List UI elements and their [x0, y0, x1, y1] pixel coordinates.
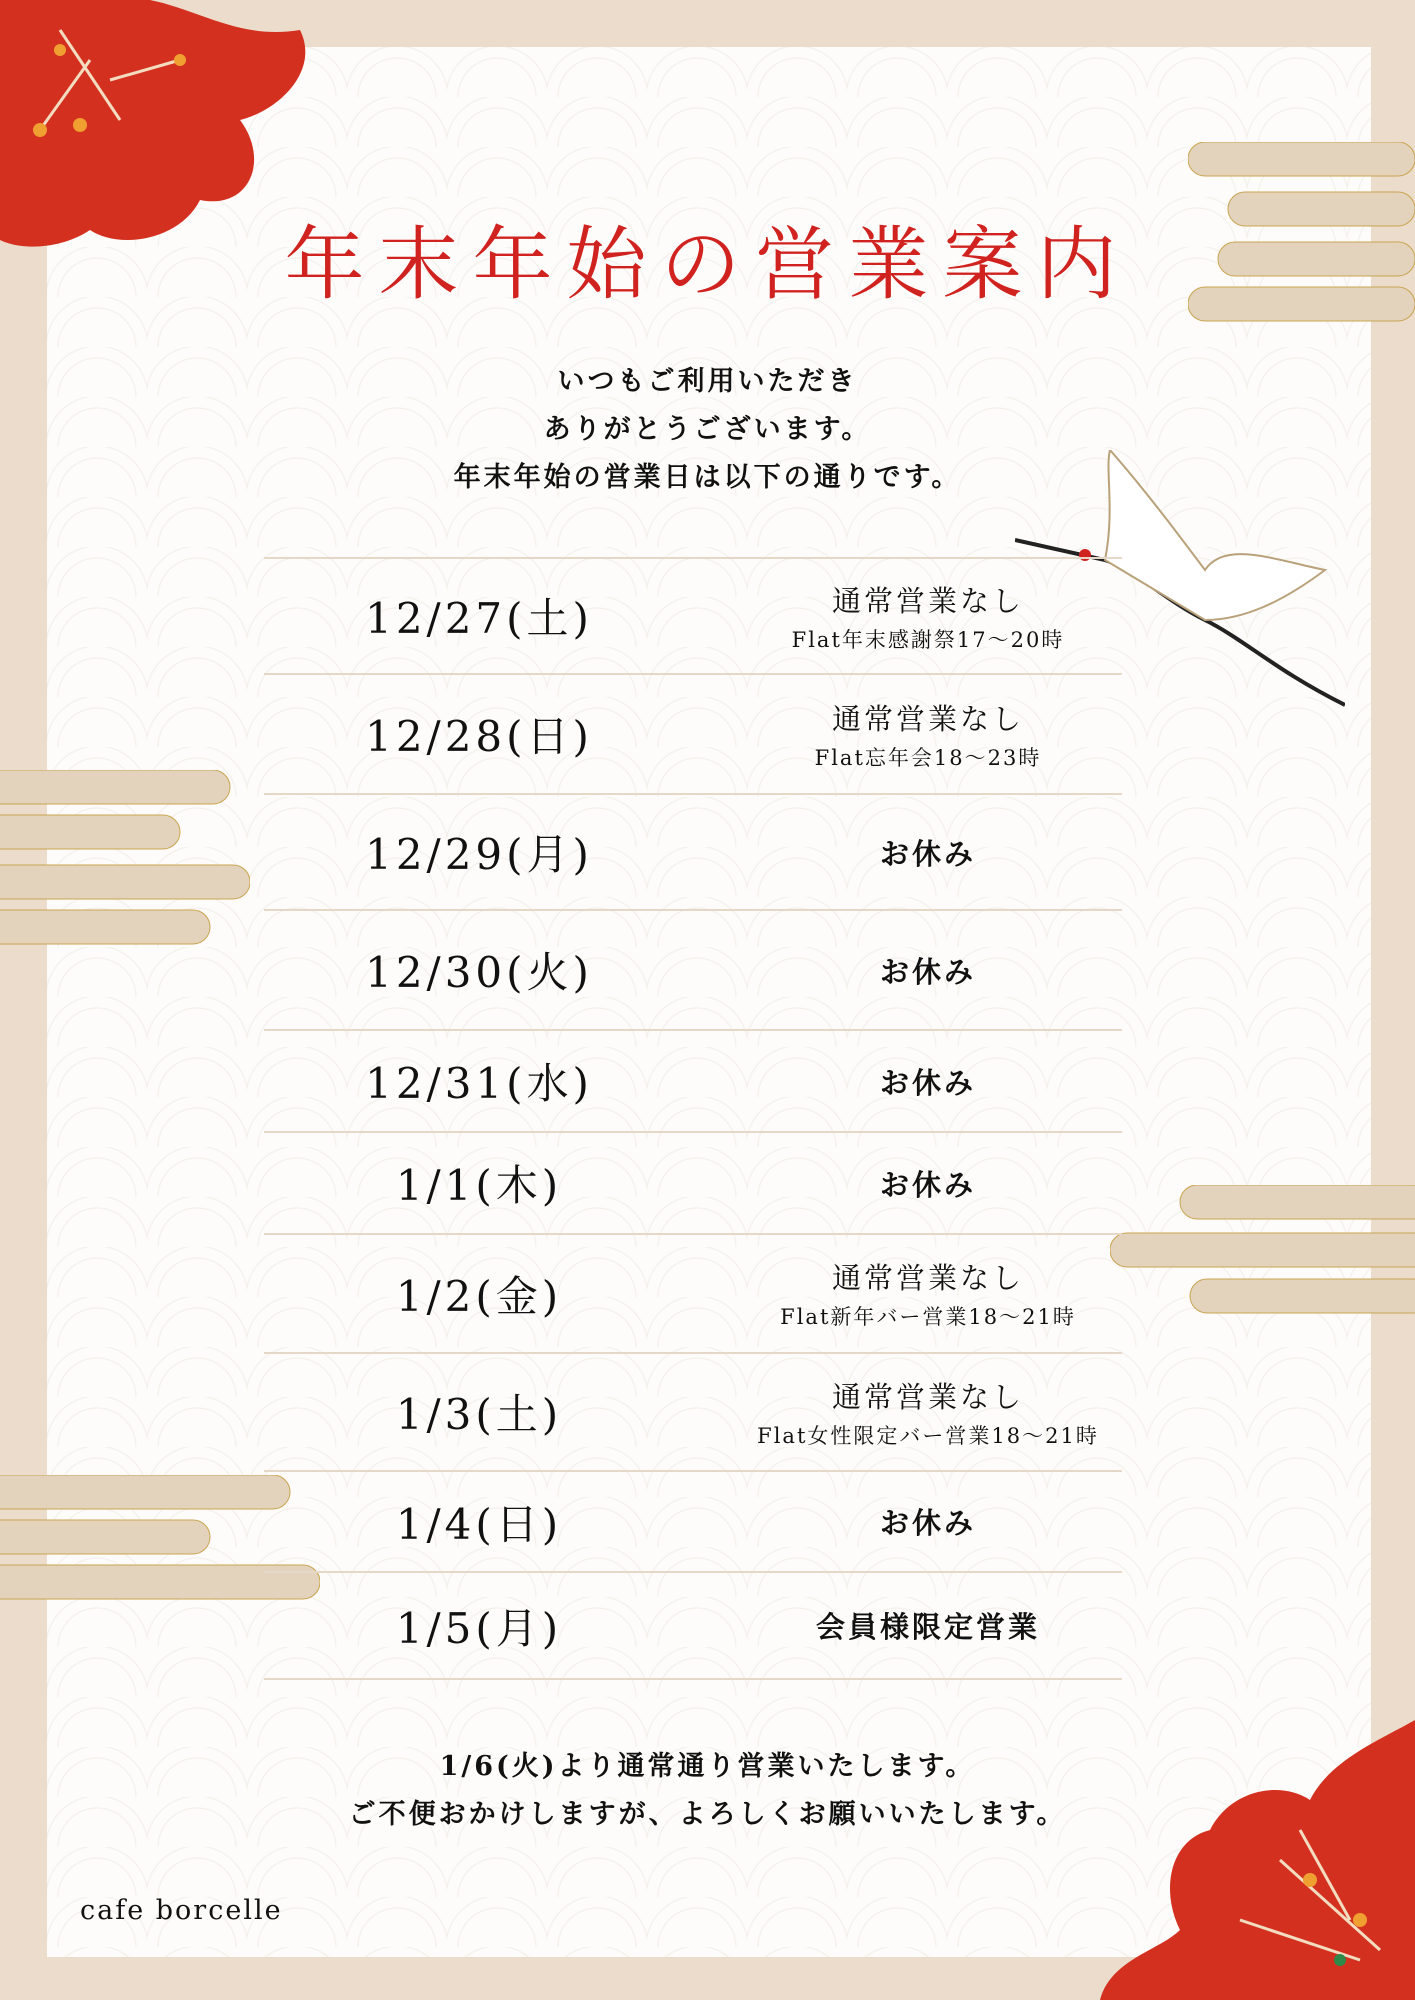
intro-line: 年末年始の営業日は以下の通りです。	[453, 462, 962, 493]
schedule-status	[694, 1605, 1122, 1646]
schedule-row	[264, 909, 1122, 1029]
status-label: お休み	[879, 836, 976, 871]
schedule-date: 12/29(月)	[365, 830, 593, 879]
schedule-date: 1/3(土)	[395, 1390, 563, 1439]
page-title: 年末年始の営業案内	[284, 218, 1131, 311]
status-label: お休み	[879, 1506, 976, 1540]
cloud-left	[0, 770, 250, 970]
status-note: Flat忘年会18～23時	[814, 745, 1042, 770]
schedule-date: 12/30(火)	[365, 948, 593, 997]
schedule-row	[264, 1131, 1122, 1233]
schedule-status	[694, 1375, 1122, 1450]
status-label: 通常営業なし	[831, 1379, 1024, 1414]
status-label: 通常営業なし	[831, 583, 1024, 618]
schedule-date: 1/2(金)	[395, 1271, 563, 1321]
schedule-status	[694, 1256, 1122, 1331]
status-label: お休み	[879, 1167, 976, 1202]
schedule-status	[694, 697, 1122, 772]
schedule-date: 12/27(土)	[365, 594, 593, 643]
schedule-date: 12/28(日)	[365, 712, 593, 761]
footer-line: 1/6(火)より通常通り営業いたします。	[439, 1751, 976, 1782]
footer-text	[0, 1743, 1415, 1839]
schedule-row	[264, 673, 1122, 793]
status-label: 通常営業なし	[831, 701, 1024, 736]
schedule-table	[264, 557, 1122, 1680]
schedule-date: 1/4(日)	[395, 1499, 563, 1549]
status-label: お休み	[879, 1065, 976, 1100]
status-label: 会員様限定営業	[815, 1610, 1040, 1644]
schedule-status	[694, 950, 1122, 991]
footer-line: ご不便おかけしますが、よろしくお願いいたします。	[348, 1799, 1067, 1830]
schedule-row	[264, 1352, 1122, 1470]
schedule-status	[694, 1501, 1122, 1542]
schedule-row	[264, 557, 1122, 673]
schedule-row	[264, 1470, 1122, 1571]
schedule-date: 12/31(水)	[365, 1059, 593, 1108]
schedule-row	[264, 793, 1122, 909]
brand-name: cafe borcelle	[80, 1895, 283, 1926]
status-note: Flat年末感謝祭17～20時	[791, 627, 1065, 652]
schedule-status	[694, 579, 1122, 654]
intro-text	[0, 358, 1415, 502]
status-label: 通常営業なし	[831, 1261, 1024, 1295]
intro-line: いつもご利用いただき	[557, 366, 858, 397]
status-note: Flat新年バー営業18～21時	[780, 1305, 1076, 1329]
status-note: Flat女性限定バー営業18～21時	[757, 1423, 1099, 1448]
schedule-row	[264, 1571, 1122, 1680]
cloud-right	[1110, 1185, 1415, 1315]
schedule-status	[694, 1163, 1122, 1204]
schedule-status	[694, 1061, 1122, 1102]
schedule-status	[694, 832, 1122, 873]
status-label: お休み	[879, 954, 976, 989]
schedule-row	[264, 1029, 1122, 1131]
schedule-row	[264, 1233, 1122, 1352]
schedule-date: 1/1(木)	[395, 1161, 563, 1210]
intro-line: ありがとうございます。	[543, 414, 872, 445]
schedule-date: 1/5(月)	[395, 1603, 563, 1653]
